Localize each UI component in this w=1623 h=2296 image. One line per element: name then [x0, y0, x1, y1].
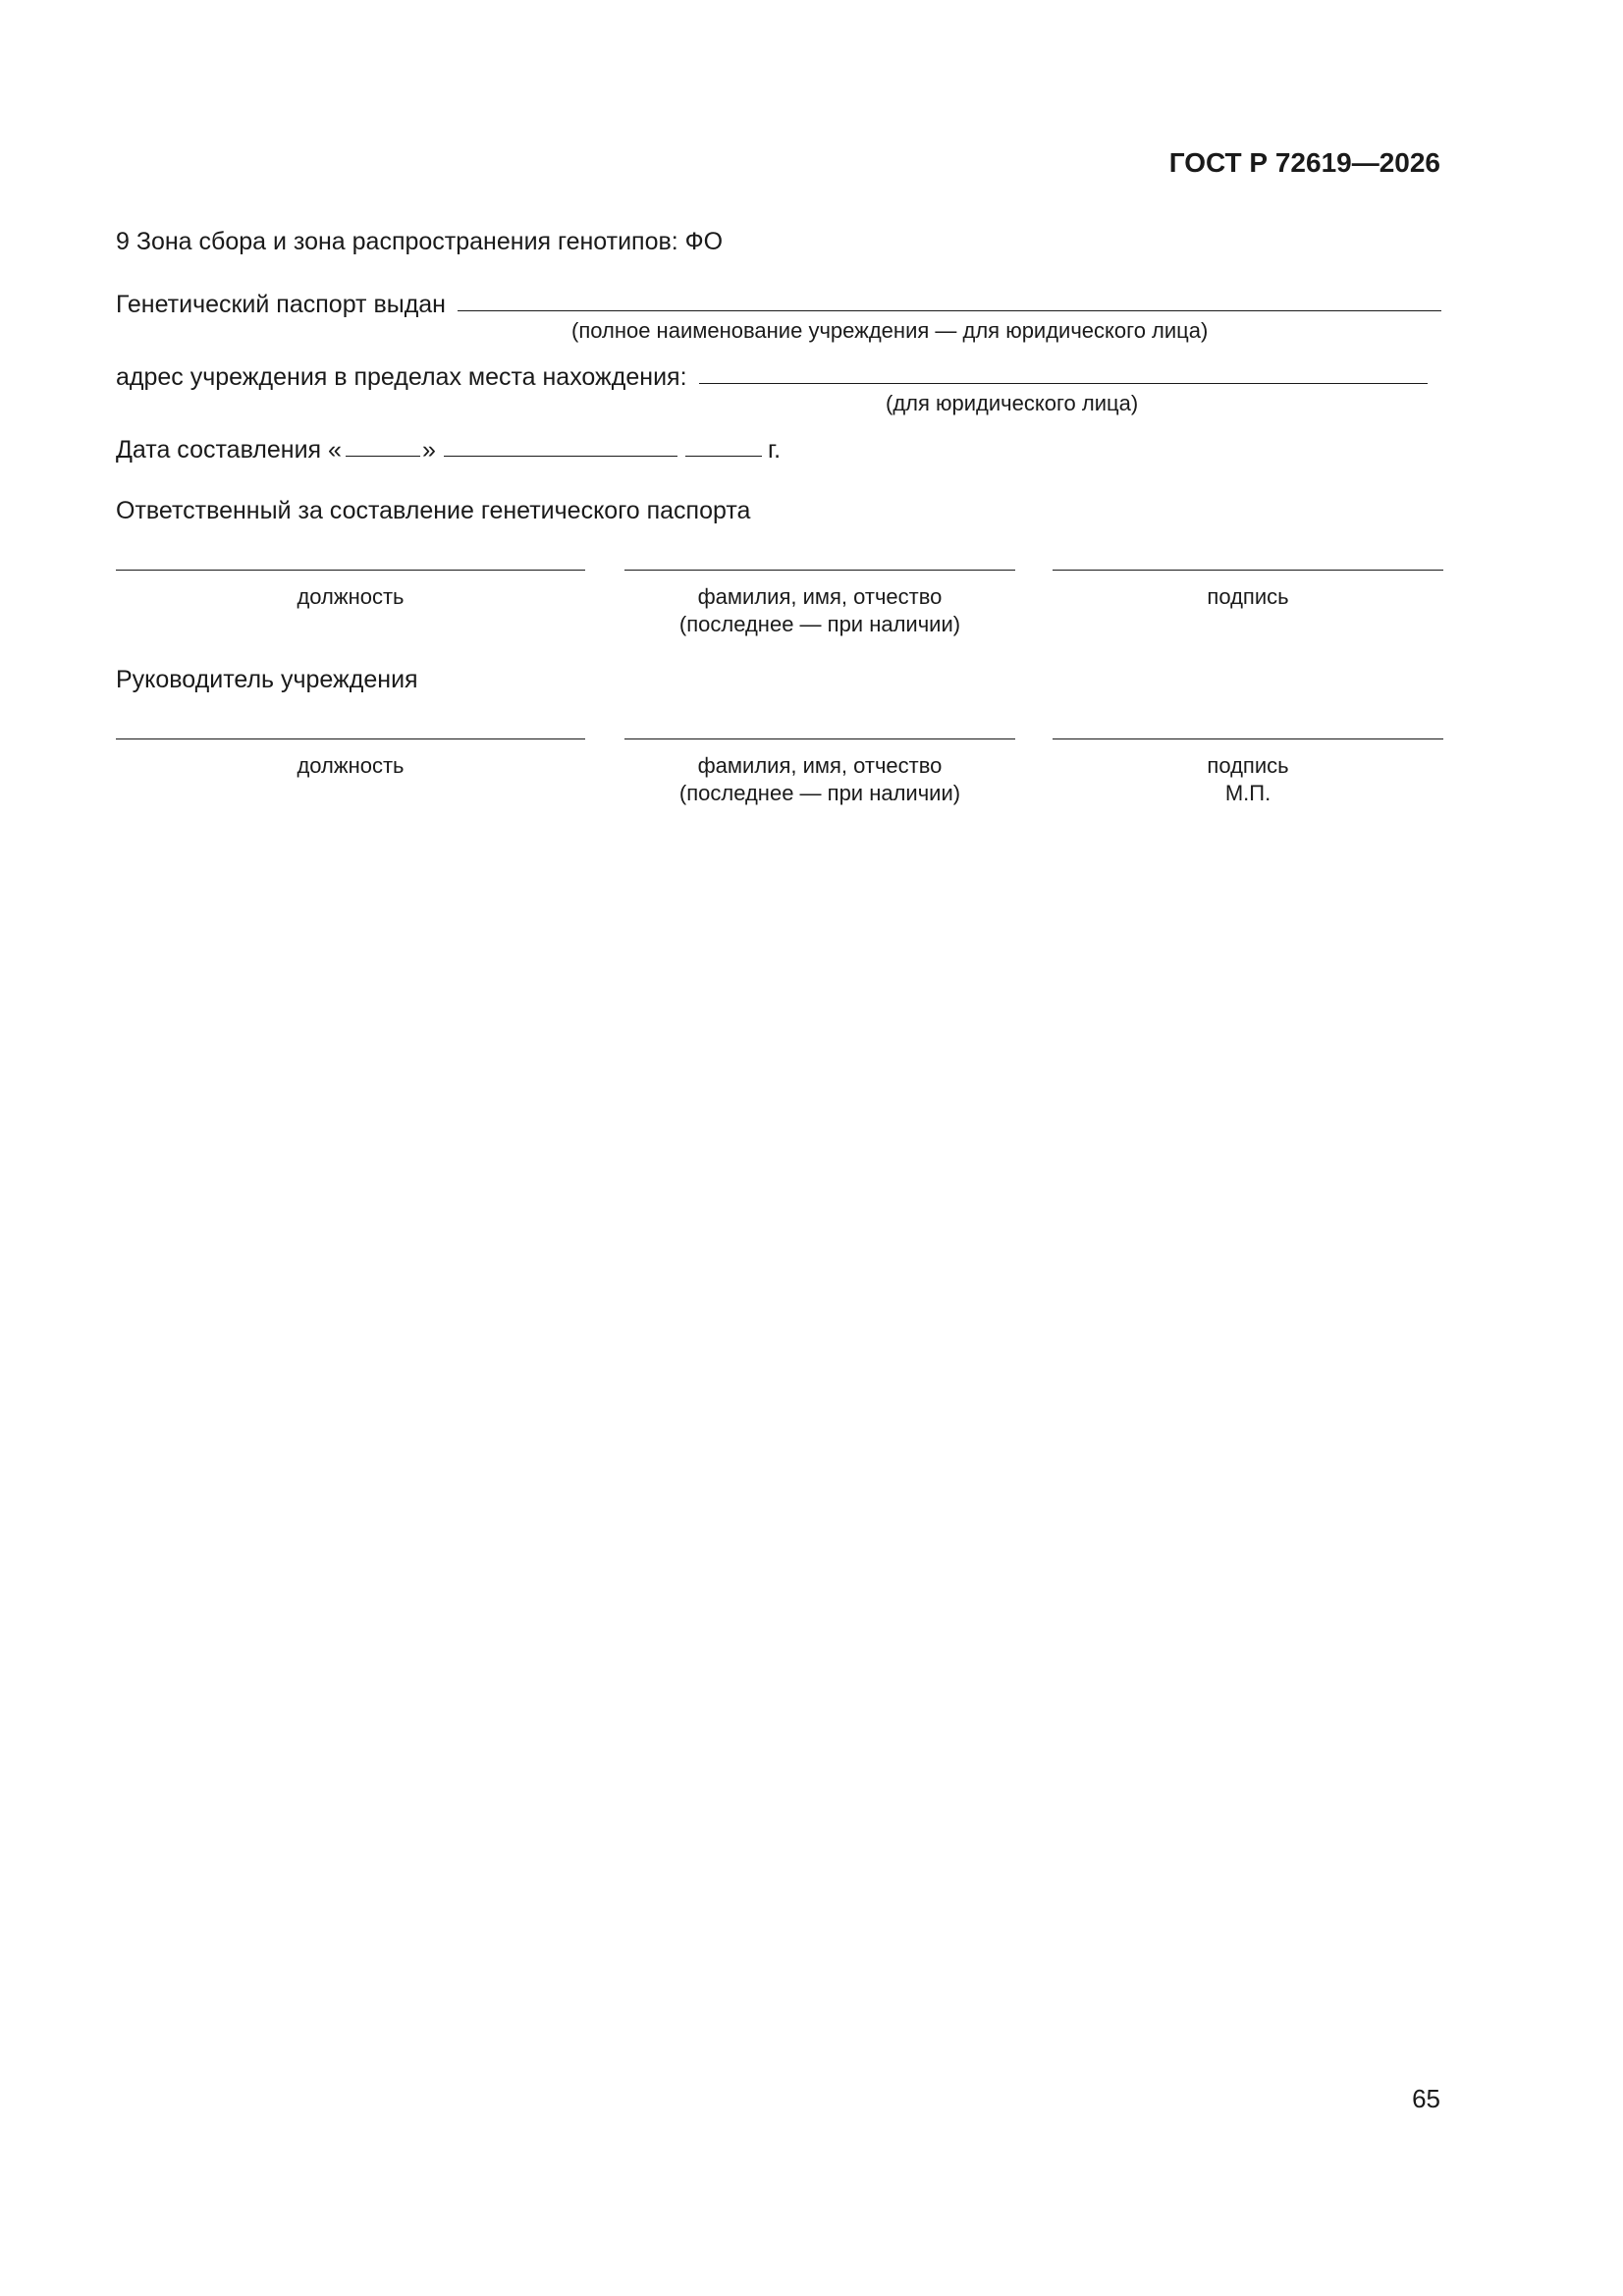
- section-9-text: 9 Зона сбора и зона распространения генотипов: ФО: [116, 228, 724, 255]
- head-signature-line[interactable]: [1053, 738, 1443, 739]
- date-year-suffix: г.: [768, 436, 782, 464]
- page-number: 65: [1412, 2084, 1440, 2113]
- head-name-caption: фамилия, имя, отчество (последнее — при наличии): [678, 753, 961, 805]
- responsible-title: Ответственный за составление генетического паспорта: [116, 497, 751, 524]
- responsible-signature-line[interactable]: [1053, 570, 1443, 571]
- responsible-position-line[interactable]: [116, 570, 585, 571]
- head-position-line[interactable]: [116, 738, 585, 739]
- responsible-name-line[interactable]: [624, 570, 1015, 571]
- head-name-line[interactable]: [624, 738, 1015, 739]
- head-position-caption: должность: [297, 753, 405, 778]
- date-label: Дата составления «: [116, 436, 342, 464]
- passport-issued-label: Генетический паспорт выдан: [116, 291, 446, 318]
- date-day-fill-line[interactable]: [346, 456, 420, 457]
- address-label: адрес учреждения в пределах места нахождения:: [116, 363, 687, 391]
- date-month-fill-line[interactable]: [444, 456, 677, 457]
- date-year-fill-line[interactable]: [685, 456, 762, 457]
- issued-by-fill-line[interactable]: [458, 310, 1441, 311]
- head-title: Руководитель учреждения: [116, 666, 418, 693]
- issued-by-caption: (полное наименование учреждения — для юридического лица): [571, 318, 1209, 343]
- responsible-position-caption: должность: [297, 584, 405, 609]
- responsible-name-caption: фамилия, имя, отчество (последнее — при наличии): [678, 584, 961, 636]
- date-quote-close: »: [422, 436, 436, 464]
- document-standard-number: ГОСТ Р 72619—2026: [1168, 147, 1440, 178]
- head-signature-caption: подпись М.П.: [1207, 753, 1289, 805]
- responsible-signature-caption: подпись: [1207, 584, 1289, 609]
- address-caption: (для юридического лица): [886, 391, 1139, 415]
- address-fill-line[interactable]: [699, 383, 1428, 384]
